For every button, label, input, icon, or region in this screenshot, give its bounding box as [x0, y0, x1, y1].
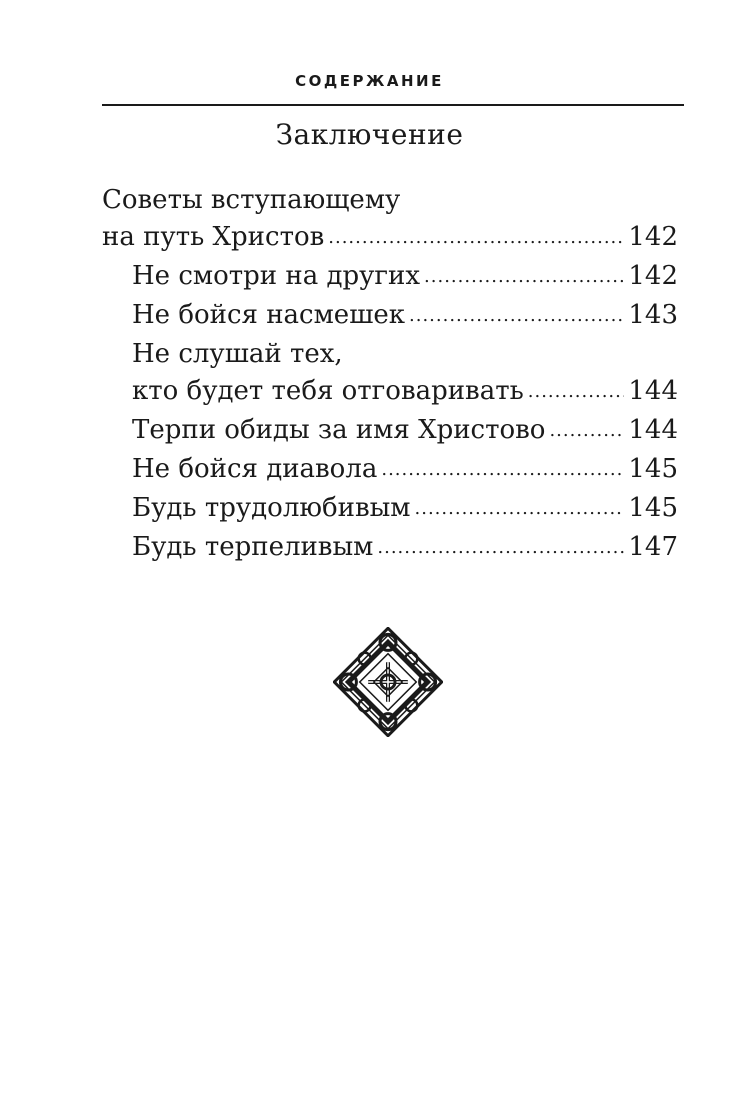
toc-entry[interactable]	[102, 336, 678, 410]
dot-leader	[409, 295, 624, 334]
toc-page-number: 143	[628, 300, 678, 330]
toc-page-number: 142	[628, 261, 678, 291]
dot-leader	[377, 527, 624, 566]
toc-entry-text: Не смотри на других	[132, 261, 421, 291]
toc-page-number: 145	[628, 454, 678, 484]
toc-entry[interactable]	[102, 529, 678, 566]
running-head: СОДЕРЖАНИЕ	[295, 72, 444, 90]
toc-entry[interactable]	[102, 297, 678, 334]
dot-leader	[328, 217, 624, 256]
celtic-knot-ornament-icon	[333, 627, 443, 737]
toc-entry-text: на путь Христов	[102, 222, 325, 252]
toc-entry[interactable]	[102, 451, 678, 488]
toc-page-number: 144	[628, 376, 678, 406]
dot-leader	[381, 449, 624, 488]
toc-entry-text: Не слушай тех,	[132, 339, 343, 369]
toc-page-number: 144	[628, 415, 678, 445]
toc-entry-text: Советы вступающему	[102, 185, 401, 215]
toc-page-number: 145	[628, 493, 678, 523]
toc-entry-text: Будь терпеливым	[132, 532, 374, 562]
dot-leader	[415, 488, 625, 527]
toc-page-number: 142	[628, 222, 678, 252]
toc-entry-text: Не бойся насмешек	[132, 300, 405, 330]
toc-page-number: 147	[628, 532, 678, 562]
toc-entry-text: Будь трудолюбивым	[132, 493, 411, 523]
header-rule	[102, 104, 684, 106]
toc-entry[interactable]	[102, 490, 678, 527]
toc-entry-text: Не бойся диавола	[132, 454, 378, 484]
section-title: Заключение	[275, 118, 464, 151]
toc-entry[interactable]	[102, 412, 678, 449]
toc-entry-text: Терпи обиды за имя Христово	[132, 415, 546, 445]
toc-entry-text: кто будет тебя отговаривать	[132, 376, 524, 406]
toc-entry[interactable]	[102, 258, 678, 295]
table-of-contents	[102, 182, 678, 566]
dot-leader	[528, 371, 625, 410]
dot-leader	[424, 256, 624, 295]
toc-entry-main[interactable]	[102, 182, 678, 256]
dot-leader	[549, 410, 624, 449]
